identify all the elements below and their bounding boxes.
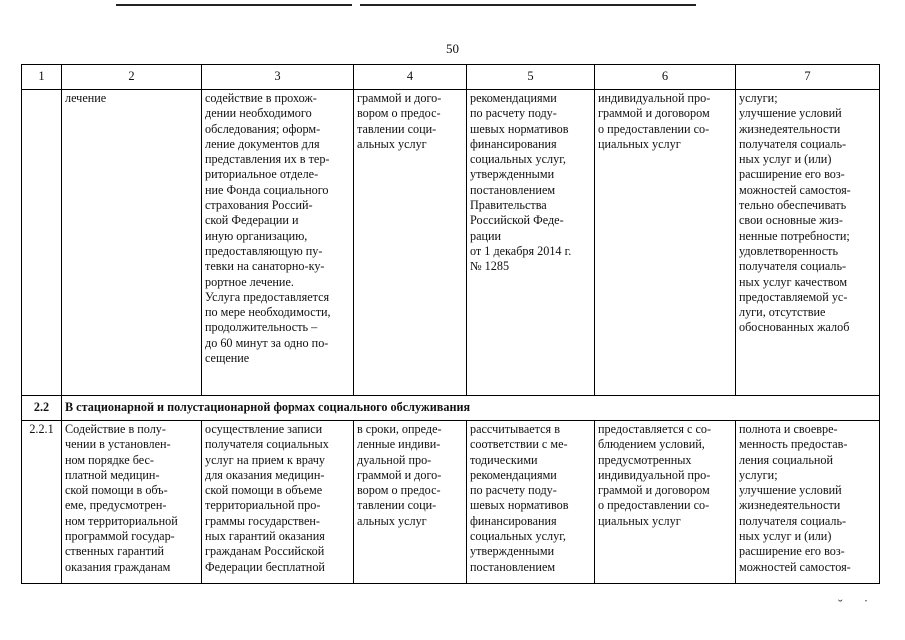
top-rule-left — [116, 4, 352, 6]
col-header-5: 5 — [467, 65, 595, 90]
service-name: Содействие в полу- чении в установлен- ном порядке бес- платной медицин- ской помощи в объ- еме, предусмотрен- ном территориальной программой государ- ственных гарантий оказания гражданам — [62, 421, 202, 584]
row-number: 2.2.1 — [22, 421, 62, 584]
col-header-1: 1 — [22, 65, 62, 90]
section-title: В стационарной и полустационарной формах социального обслуживания — [62, 396, 880, 421]
service-quality: полнота и своевре- менность предостав- ления социальной услуги; улучшение условий жизнедеятельности получателя социаль- ных услуг и (или) расширение его воз- можностей самостоя- — [736, 421, 880, 584]
section-row — [22, 396, 880, 421]
col-header-7: 7 — [736, 65, 880, 90]
service-description: содействие в прохож- дении необходимого обследования; оформ- ление документов для представления их в тер- риториальное отделе- ние Фонда социального страхования Россий- ской Федерации и иную организацию, предоставляющую пу- тевки на санаторно-ку- рортное лечение. Услуга предоставляется по мере необходимости, продолжительность – до 60 минут за одно по- сещение — [202, 90, 354, 396]
service-tariff: рекомендациями по расчету поду- шевых нормативов финансирования социальных услуг, утвержденными постановлением Правительства Российской Феде- рации от 1 декабря 2014 г. № 1285 — [467, 90, 595, 396]
service-name: лечение — [62, 90, 202, 396]
page-number: 50 — [446, 41, 459, 56]
section-number: 2.2 — [22, 396, 62, 421]
col-header-2: 2 — [62, 65, 202, 90]
service-tariff: рассчитывается в соответствии с ме- тодическими рекомендациями по расчету поду- шевых нормативов финансирования социальных услуг, утвержденными постановлением — [467, 421, 595, 584]
scan-marks: ˘ ˙ — [838, 598, 869, 613]
services-table — [21, 64, 880, 584]
service-description: осуществление записи получателя социальных услуг на прием к врачу для оказания медицин- ской помощи в объеме территориальной про- граммы государствен- ных гарантий оказания гражданам Российской Федерации бесплатной — [202, 421, 354, 584]
col-header-6: 6 — [595, 65, 736, 90]
col-header-3: 3 — [202, 65, 354, 90]
service-quality: услуги; улучшение условий жизнедеятельности получателя социаль- ных услуг и (или) расширение его воз- можностей самостоя- тельно обеспечивать свои основные жиз- ненные потребности; удовлетворенность получателя социаль- ных услуг качеством предоставляемой ус- луги, отсутствие обоснованных жалоб — [736, 90, 880, 396]
top-rule-right — [360, 4, 696, 6]
service-conditions: предоставляется с со- блюдением условий, предусмотренных индивидуальной про- граммой и договором о предоставлении со- циальных услуг — [595, 421, 736, 584]
table-row — [22, 90, 880, 396]
table-header-row — [22, 65, 880, 90]
service-terms: граммой и дого- вором о предос- тавлении соци- альных услуг — [354, 90, 467, 396]
table-row — [22, 421, 880, 584]
service-terms: в сроки, опреде- ленные индиви- дуальной про- граммой и дого- вором о предос- тавлении соци- альных услуг — [354, 421, 467, 584]
service-conditions: индивидуальной про- граммой и договором о предоставлении со- циальных услуг — [595, 90, 736, 396]
col-header-4: 4 — [354, 65, 467, 90]
row-number — [22, 90, 62, 396]
